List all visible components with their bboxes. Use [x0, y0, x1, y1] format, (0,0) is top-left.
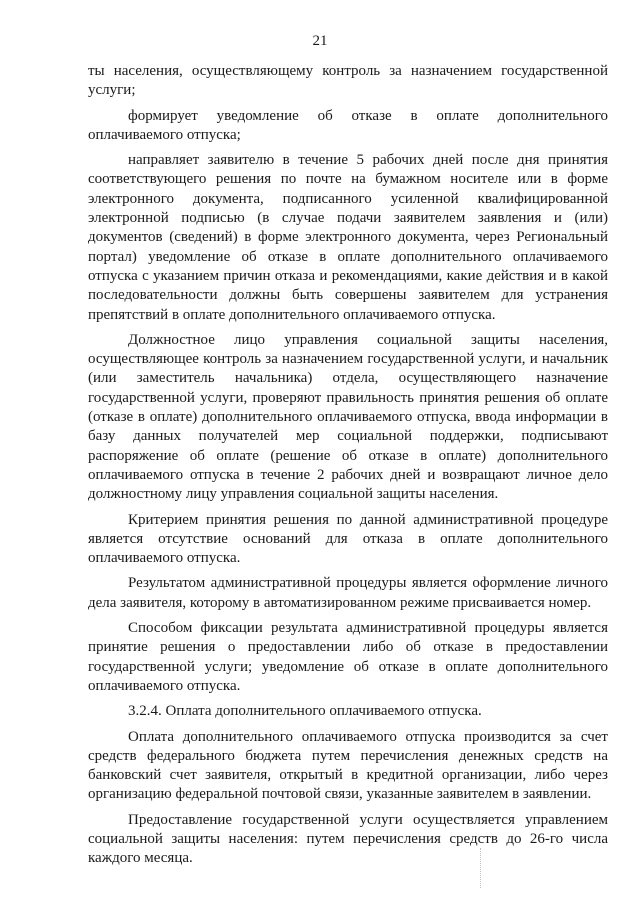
paragraph-payment-source: Оплата дополнительного оплачиваемого отпуска производится за счет средств федерального бюджета путем перечисления денежных средств на банковский счет заявителя, открытый в кредитной организации, либо через организацию федеральной почтовой связи, указанные заявителем в заявлении.	[88, 728, 608, 803]
paragraph-procedure-result: Результатом административной процедуры является оформление личного дела заявителя, которому в автоматизированном режиме присваивается номер.	[88, 575, 608, 611]
paragraph-notice-formation: формирует уведомление об отказе в оплате дополнительного оплачиваемого отпуска;	[88, 107, 608, 143]
paragraph-decision-criterion: Критерием принятия решения по данной административной процедуре является отсутствие оснований для отказа в оплате дополнительного оплачиваемого отпуска.	[88, 511, 608, 567]
scan-artifact	[480, 848, 482, 888]
paragraph-payment-schedule: Предоставление государственной услуги осуществляется управлением социальной защиты населения: путем перечисления средств до 26-го числа каждого месяца.	[88, 811, 608, 867]
paragraph-notice-delivery: направляет заявителю в течение 5 рабочих дней после дня принятия соответствующего решения по почте на бумажном носителе или в форме электронного документа, подписанного усиленной квалифицированной электронной подписью (в случае подачи заявителем заявления и (или) документов (сведений) в форме электронного документа, через Региональный портал) уведомление об отказе в оплате дополнительного оплачиваемого отпуска с указанием причин отказа и рекомендациями, какие действия и в какой последовательности должны быть совершены заявителем для устранения препятствий в оплате дополнительного оплачиваемого отпуска.	[88, 152, 608, 323]
paragraph-official-review: Должностное лицо управления социальной защиты населения, осуществляющее контроль за назначением государственной услуги, и начальник (или заместитель начальника) отдела, осуществляющего назначение государственной услуги, проверяют правильность принятия решения об оплате (отказе в оплате) дополнительного оплачиваемого отпуска, ввода информации в базу данных получателей мер социальной поддержки, подписывают распоряжение об оплате (решение об отказе в оплате) дополнительного оплачиваемого отпуска в течение 2 рабочих дней и возвращают личное дело должностному лицу управления социальной защиты населения.	[88, 331, 608, 503]
paragraph-continuation: ты населения, осуществляющему контроль за назначением государственной услуги;	[88, 63, 608, 99]
paragraph-result-recording: Способом фиксации результата административной процедуры является принятие решения о предоставлении либо об отказе в предоставлении государственной услуги; уведомление об отказе в оплате дополнительного оплачиваемого отпуска.	[88, 620, 608, 694]
page-number: 21	[312, 33, 328, 49]
section-heading-3-2-4: 3.2.4. Оплата дополнительного оплачиваемого отпуска.	[128, 703, 482, 720]
document-body	[88, 62, 608, 875]
